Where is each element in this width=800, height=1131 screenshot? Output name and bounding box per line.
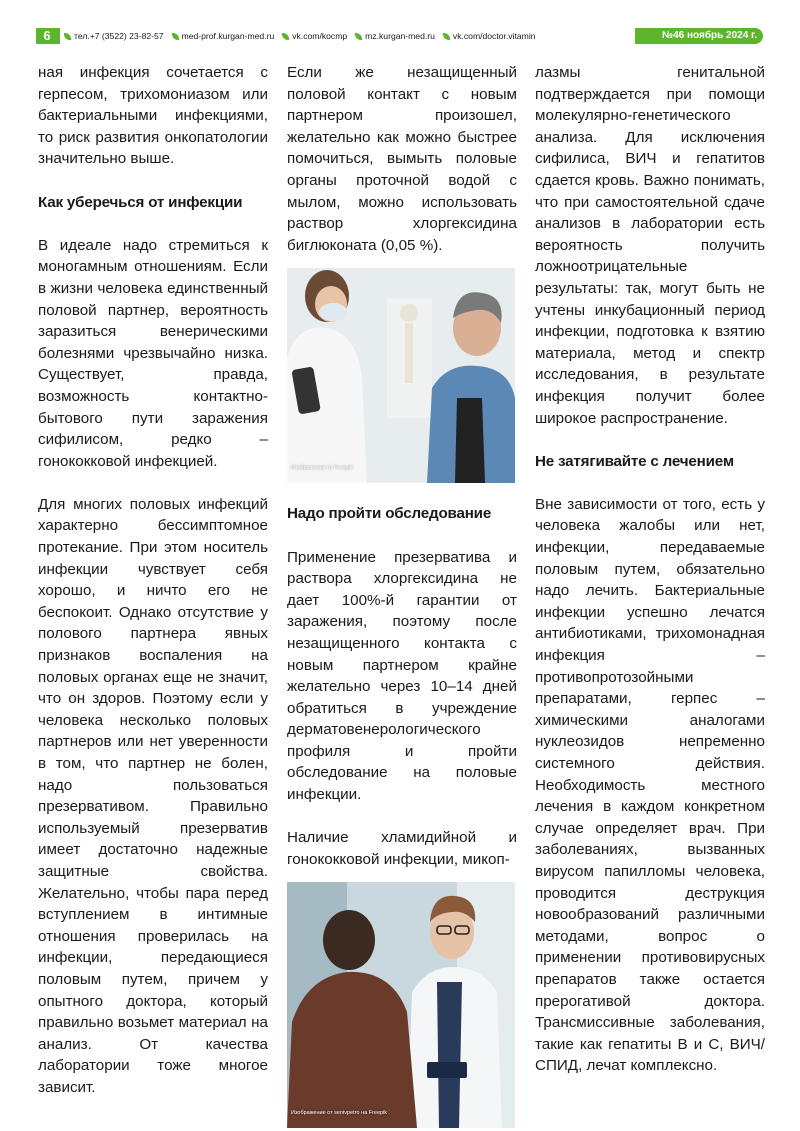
contact-vk-doctor[interactable]: vk.com/doctor.vitamin: [443, 31, 536, 41]
paragraph: Если же незащищенный половой контакт с новым партнером произошел, желательно как можно быстрее помочиться, вымыть половые органы проточной водой с мылом, можно использовать раствор хлоргексидина биглюконата (0,05 %).: [287, 64, 517, 254]
column-3: [535, 62, 765, 1099]
leaf-icon: [172, 33, 179, 40]
leaf-icon: [355, 33, 362, 40]
paragraph: Для многих половых инфекций характерно бессимптомное протекание. При этом носитель инфекции чувствует себя хорошо, и ничто его не беспокоит. Однако отсутствие у полового партнера явных признаков воспаления на половых органах еще не значит, что он здоров. Поэтому если у человека несколько половых партнеров или нет уверенности в том, что партнер не болен, надо пользоваться презервативом. Правильно используемый презерватив имеет достаточно надежные защитные свойства. Желательно, чтобы пара перед вступлением в интимные отношения проверилась на инфекции, передающиеся половым путем, причем у опытного доктора, который правильно возьмет материал на анализ. От качества лаборатории тоже многое зависит.: [38, 495, 268, 1096]
contact-vk-kocmp[interactable]: vk.com/kocmp: [282, 31, 347, 41]
contact-site-medprof[interactable]: med-prof.kurgan-med.ru: [172, 31, 275, 41]
photo-doctor-consultation: [287, 882, 515, 1128]
doctor-patient-illustration: [287, 268, 515, 483]
paragraph: Применение презерватива и раствора хлоргексидина не дает 100%-й гарантии от заражения, поэтому после незащищенного контакта с новым партнером крайне желательно через 10–14 дней обратиться в учреждение дерматовенерологического профиля и пройти обследование на половые инфекции.: [287, 548, 517, 804]
column-1: [38, 62, 268, 1120]
contact-phone: тел.+7 (3522) 23-82-57: [64, 31, 164, 41]
paragraph: Вне зависимости от того, есть у человека жалобы или нет, инфекции, передаваемые половым путем, обязательно надо лечить. Бактериальные инфекции успешно лечатся антибиотиками, трихомонадная инфекция – противопротозойными препаратами, герпес – химическими аналогами нуклеозидов непременно системного действия. Необходимость местного лечения в каждом конкретном случае определяет врач. При заболеваниях, вызванных вирусом папилломы человека, проводится деструкция новообразований различными методами, вопрос о применении противовирусных препаратов также остается прерогативой доктора. Трансмиссивные заболевания, такие как гепатиты В и С, ВИЧ/СПИД, лечат комплексно.: [535, 495, 765, 1075]
photo-doctor-patient: [287, 268, 515, 483]
photo-credit: Изображение от senivpetro на Freepik: [291, 1109, 388, 1116]
leaf-icon: [443, 33, 450, 40]
contact-strip: [60, 28, 635, 44]
column-2: [287, 62, 517, 1131]
leaf-icon: [64, 33, 71, 40]
section-heading: Не затягивайте с лечением: [535, 452, 734, 470]
section-heading: Как уберечься от инфекции: [38, 193, 243, 211]
consultation-illustration: [287, 882, 515, 1128]
paragraph: В идеале надо стремиться к моногамным отношениям. Если в жизни человека единственный половой партнер, вероятность заразиться венерическими болезнями чрезвычайно низка. Существует, правда, возможность контактно-бытового пути заражения сифилисом, редко – гонококковой инфекцией.: [38, 236, 268, 470]
contact-site-mz[interactable]: mz.kurgan-med.ru: [355, 31, 435, 41]
paragraph: лазмы генитальной подтверждается при помощи молекулярно-генетического анализа. Для исключения сифилиса, ВИЧ и гепатитов сдается кровь. Важно понимать, что при самостоятельной сдаче анализов в лаборатории есть вероятность получить ложноотрицательные результаты: так, могут быть не учтены инкубационный период инфекции, подготовка к взятию материала, метод и спектр исследования, в результате инфекция получит более широкое распространение.: [535, 64, 765, 427]
photo-credit: Изображение от Freepik: [291, 464, 353, 471]
issue-label: №46 ноябрь 2024 г.: [661, 30, 757, 41]
leaf-icon: [282, 33, 289, 40]
page-number: 6: [36, 28, 58, 44]
page-header: [36, 28, 763, 44]
paragraph: ная инфекция сочетается с герпесом, трихомониазом или бактериальными инфекциями, то риск развития онкопатологии значительно выше.: [38, 64, 268, 168]
paragraph: Наличие хламидийной и гонококковой инфекции, микоп-: [287, 829, 517, 868]
section-heading: Надо пройти обследование: [287, 505, 492, 523]
